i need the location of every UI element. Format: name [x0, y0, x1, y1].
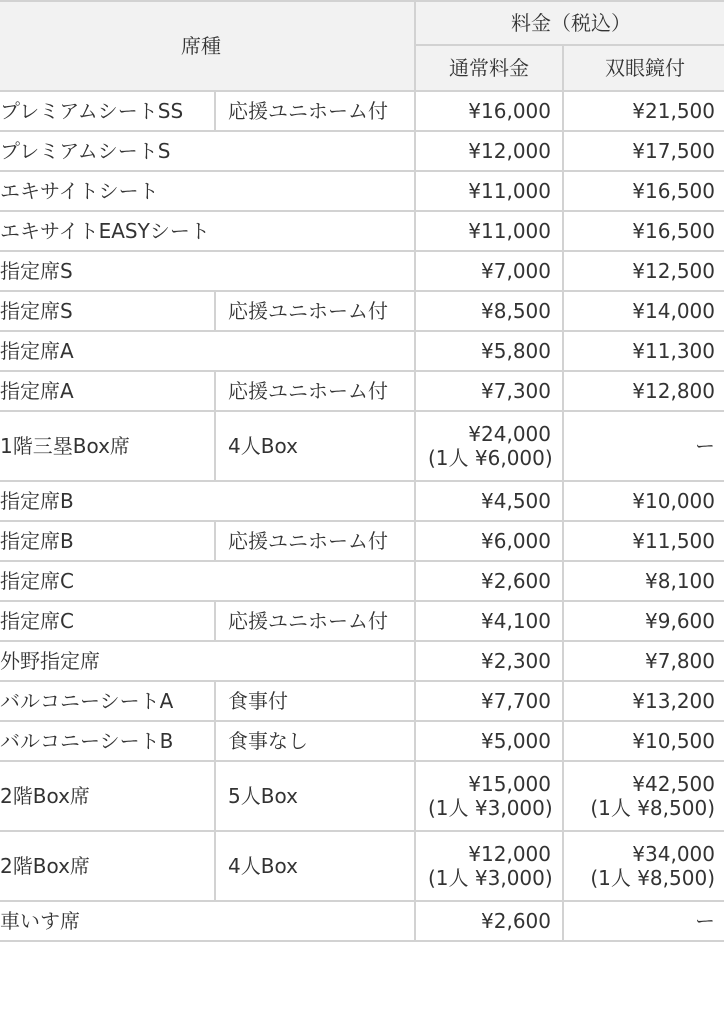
normal-price: ¥4,100 — [481, 609, 551, 633]
seat-cell — [0, 901, 415, 941]
option-cell — [215, 761, 415, 831]
option-cell — [215, 831, 415, 901]
table-header — [0, 1, 724, 91]
normal-price-per-person: (1人 ¥3,000) — [428, 796, 553, 820]
seat-cell — [0, 211, 415, 251]
seat-cell — [0, 601, 215, 641]
table-row — [0, 291, 724, 331]
option-label: 応援ユニホーム付 — [228, 529, 388, 553]
option-cell — [215, 291, 415, 331]
normal-price: ¥15,000 — [468, 772, 551, 796]
table-row — [0, 251, 724, 291]
seat-cell — [0, 371, 215, 411]
seat-name: バルコニーシートB — [0, 729, 174, 753]
price-tax-header: 料金（税込） — [415, 1, 724, 45]
normal-price-cell — [415, 901, 563, 941]
table-row — [0, 641, 724, 681]
binocular-price: ー — [695, 434, 715, 458]
binocular-price-cell — [563, 371, 724, 411]
normal-price: ¥24,000 — [468, 422, 551, 446]
normal-price: ¥11,000 — [468, 219, 551, 243]
seat-cell — [0, 761, 215, 831]
option-cell — [215, 681, 415, 721]
seat-name: プレミアムシートS — [0, 139, 171, 163]
binocular-price: ¥11,300 — [632, 339, 715, 363]
seat-cell — [0, 561, 415, 601]
binocular-price: ¥42,500 — [632, 772, 715, 796]
seat-name: 1階三塁Box席 — [0, 434, 130, 458]
seat-name: 2階Box席 — [0, 784, 90, 808]
normal-price-header: 通常料金 — [415, 45, 563, 91]
seat-cell — [0, 831, 215, 901]
table-row — [0, 601, 724, 641]
seat-name: 外野指定席 — [0, 649, 100, 673]
seat-name: 指定席B — [0, 529, 74, 553]
normal-price: ¥5,800 — [481, 339, 551, 363]
normal-price-cell — [415, 291, 563, 331]
binocular-price: ¥12,500 — [632, 259, 715, 283]
normal-price: ¥7,700 — [481, 689, 551, 713]
normal-price-cell — [415, 131, 563, 171]
seat-name: 指定席B — [0, 489, 74, 513]
table-row — [0, 481, 724, 521]
normal-price-cell — [415, 171, 563, 211]
option-cell — [215, 371, 415, 411]
seat-name: プレミアムシートSS — [0, 99, 184, 123]
table-row — [0, 521, 724, 561]
binocular-price: ¥16,500 — [632, 219, 715, 243]
option-label: 4人Box — [228, 854, 298, 878]
binocular-price-cell — [563, 131, 724, 171]
table-row — [0, 91, 724, 131]
normal-price-cell — [415, 371, 563, 411]
table-body — [0, 91, 724, 941]
normal-price-cell — [415, 211, 563, 251]
normal-price-cell — [415, 761, 563, 831]
binocular-price-cell — [563, 761, 724, 831]
binocular-price-per-person: (1人 ¥8,500) — [590, 796, 715, 820]
seat-name: 指定席A — [0, 379, 74, 403]
normal-price: ¥7,300 — [481, 379, 551, 403]
option-label: 応援ユニホーム付 — [228, 99, 388, 123]
normal-price-cell — [415, 521, 563, 561]
normal-price-cell — [415, 641, 563, 681]
option-cell — [215, 721, 415, 761]
option-label: 4人Box — [228, 434, 298, 458]
binocular-price: ¥11,500 — [632, 529, 715, 553]
option-label: 応援ユニホーム付 — [228, 609, 388, 633]
binocular-price-cell — [563, 681, 724, 721]
binocular-price-cell — [563, 641, 724, 681]
binocular-price-cell — [563, 521, 724, 561]
seat-cell — [0, 681, 215, 721]
seat-name: 指定席A — [0, 339, 74, 363]
seat-cell — [0, 131, 415, 171]
seat-cell — [0, 411, 215, 481]
seat-type-header: 席種 — [0, 1, 415, 91]
binocular-price: ¥21,500 — [632, 99, 715, 123]
normal-price: ¥11,000 — [468, 179, 551, 203]
normal-price-cell — [415, 331, 563, 371]
binocular-price-cell — [563, 601, 724, 641]
seat-name: 2階Box席 — [0, 854, 90, 878]
normal-price-per-person: (1人 ¥6,000) — [428, 446, 553, 470]
normal-price: ¥2,300 — [481, 649, 551, 673]
normal-price-cell — [415, 561, 563, 601]
binocular-price-header: 双眼鏡付 — [563, 45, 724, 91]
seat-name: 指定席C — [0, 609, 74, 633]
option-label: 食事なし — [228, 729, 308, 753]
normal-price: ¥6,000 — [481, 529, 551, 553]
seat-cell — [0, 641, 415, 681]
normal-price: ¥4,500 — [481, 489, 551, 513]
normal-price: ¥2,600 — [481, 569, 551, 593]
binocular-price-cell — [563, 721, 724, 761]
binocular-price-cell — [563, 171, 724, 211]
normal-price: ¥12,000 — [468, 842, 551, 866]
binocular-price-cell — [563, 291, 724, 331]
seat-cell — [0, 291, 215, 331]
option-cell — [215, 601, 415, 641]
seat-cell — [0, 91, 215, 131]
table-row — [0, 901, 724, 941]
table-row — [0, 561, 724, 601]
binocular-price-cell — [563, 211, 724, 251]
normal-price-per-person: (1人 ¥3,000) — [428, 866, 553, 890]
normal-price: ¥16,000 — [468, 99, 551, 123]
binocular-price-cell — [563, 481, 724, 521]
seat-cell — [0, 481, 415, 521]
seat-cell — [0, 331, 415, 371]
normal-price-cell — [415, 411, 563, 481]
normal-price-cell — [415, 601, 563, 641]
normal-price-cell — [415, 481, 563, 521]
seat-name: エキサイトシート — [0, 179, 159, 203]
seat-cell — [0, 171, 415, 211]
binocular-price: ¥10,000 — [632, 489, 715, 513]
binocular-price: ¥8,100 — [645, 569, 715, 593]
binocular-price-cell — [563, 561, 724, 601]
option-cell — [215, 411, 415, 481]
seat-cell — [0, 521, 215, 561]
normal-price-cell — [415, 681, 563, 721]
table-row — [0, 721, 724, 761]
header-row-top — [0, 1, 724, 45]
binocular-price-cell — [563, 411, 724, 481]
normal-price: ¥12,000 — [468, 139, 551, 163]
option-label: 5人Box — [228, 784, 298, 808]
seat-name: エキサイトEASYシート — [0, 219, 210, 243]
seat-cell — [0, 721, 215, 761]
binocular-price-cell — [563, 901, 724, 941]
binocular-price: ¥16,500 — [632, 179, 715, 203]
option-label: 応援ユニホーム付 — [228, 379, 388, 403]
seat-name: 指定席C — [0, 569, 74, 593]
binocular-price-cell — [563, 831, 724, 901]
normal-price: ¥7,000 — [481, 259, 551, 283]
binocular-price: ー — [695, 909, 715, 933]
normal-price-cell — [415, 831, 563, 901]
seat-name: 指定席S — [0, 259, 73, 283]
seat-cell — [0, 251, 415, 291]
seat-name: 指定席S — [0, 299, 73, 323]
normal-price: ¥2,600 — [481, 909, 551, 933]
binocular-price: ¥17,500 — [632, 139, 715, 163]
binocular-price-per-person: (1人 ¥8,500) — [590, 866, 715, 890]
binocular-price: ¥7,800 — [645, 649, 715, 673]
table-row — [0, 131, 724, 171]
binocular-price-cell — [563, 91, 724, 131]
normal-price: ¥5,000 — [481, 729, 551, 753]
normal-price: ¥8,500 — [481, 299, 551, 323]
table-row — [0, 171, 724, 211]
option-label: 食事付 — [228, 689, 288, 713]
binocular-price: ¥10,500 — [632, 729, 715, 753]
table-row — [0, 761, 724, 831]
binocular-price: ¥12,800 — [632, 379, 715, 403]
table-row — [0, 411, 724, 481]
table-row — [0, 831, 724, 901]
table-row — [0, 331, 724, 371]
binocular-price: ¥34,000 — [632, 842, 715, 866]
table-row — [0, 371, 724, 411]
normal-price-cell — [415, 251, 563, 291]
binocular-price: ¥13,200 — [632, 689, 715, 713]
binocular-price: ¥9,600 — [645, 609, 715, 633]
binocular-price: ¥14,000 — [632, 299, 715, 323]
seat-name: 車いす席 — [0, 909, 80, 933]
option-label: 応援ユニホーム付 — [228, 299, 388, 323]
normal-price-cell — [415, 91, 563, 131]
table-row — [0, 211, 724, 251]
table-row — [0, 681, 724, 721]
normal-price-cell — [415, 721, 563, 761]
binocular-price-cell — [563, 331, 724, 371]
binocular-price-cell — [563, 251, 724, 291]
option-cell — [215, 91, 415, 131]
option-cell — [215, 521, 415, 561]
seat-name: バルコニーシートA — [0, 689, 174, 713]
